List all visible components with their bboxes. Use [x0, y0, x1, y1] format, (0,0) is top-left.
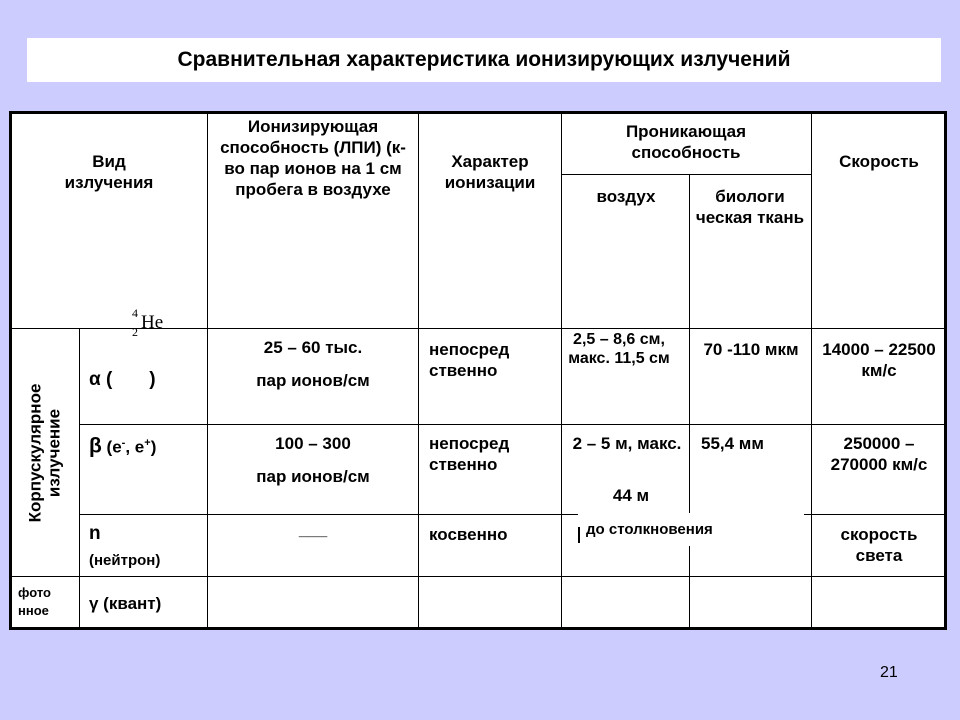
row-alpha-tissue: 70 -110 мкм	[703, 340, 799, 359]
row-beta-character: непосред ственно	[429, 434, 510, 474]
col-line-2	[418, 111, 419, 630]
row-line-2	[79, 514, 947, 515]
beta-symbol: β	[89, 434, 102, 458]
slide-number: 21	[880, 664, 898, 681]
overlay-edge-mark	[578, 527, 580, 543]
row-gamma-name: γ (квант)	[89, 594, 162, 613]
header-penetrating: Проникающая способность	[625, 122, 747, 162]
row-beta-ionizing-unit: пар ионов/см	[256, 467, 370, 486]
row-beta-air-max: 44 м	[612, 486, 650, 505]
header-ionizing: Ионизирующая способность (ЛПИ) (к-во пар ионов на 1 см пробега в воздухе	[220, 117, 406, 199]
beta-electron-charge: -	[121, 437, 126, 449]
header-subline	[561, 174, 811, 175]
row-beta-ionizing: 100 – 300	[275, 434, 351, 453]
table-border-bottom	[9, 627, 947, 630]
he-element: He	[141, 312, 164, 333]
beta-label-close: )	[150, 437, 157, 457]
header-character: Характер ионизации	[444, 152, 536, 192]
row-beta-name	[89, 433, 207, 458]
row-neutron-ionizing: ___	[298, 520, 328, 539]
row-alpha-name: α ( )	[89, 369, 156, 390]
col-line-3	[561, 111, 562, 630]
comparison-table	[9, 111, 947, 630]
header-tissue: биологи ческая ткань	[695, 187, 805, 227]
table-border-right	[944, 111, 947, 630]
row-beta-air: 2 – 5 м, макс.	[572, 434, 682, 453]
overlay-label: до столкновения	[586, 521, 713, 538]
row-beta-tissue: 55,4 мм	[701, 434, 764, 453]
beta-positron-charge: +	[144, 437, 151, 449]
row-beta-speed: 250000 – 270000 км/с	[830, 434, 928, 474]
header-speed: Скорость	[839, 152, 919, 171]
row-line-3	[9, 576, 947, 577]
col-line-5	[811, 111, 812, 630]
helium-symbol	[122, 306, 182, 342]
beta-label-open: (е	[101, 437, 122, 457]
row-neutron-character: косвенно	[429, 525, 508, 544]
row-neutron-subname: (нейтрон)	[89, 552, 161, 569]
row-alpha-character: непосред ственно	[429, 340, 510, 380]
table-border-top	[9, 111, 947, 114]
row-alpha-ionizing: 25 – 60 тыс.	[263, 338, 363, 357]
group-corpuscular	[9, 329, 79, 576]
col-line-4	[689, 174, 690, 630]
slide-title: Сравнительная характеристика ионизирующих излучений	[27, 38, 941, 82]
row-alpha-air: 2,5 – 8,6 см, макс. 11,5 см	[568, 331, 670, 367]
group-corpuscular-label: Корпускулярное излучение	[25, 383, 64, 522]
row-alpha-ionizing-unit: пар ионов/см	[256, 371, 370, 390]
header-air: воздух	[596, 187, 656, 206]
header-type: Вид излучения	[64, 152, 154, 192]
he-atomic-number: 2	[132, 325, 138, 339]
col-line-1	[207, 111, 208, 630]
col-line-group	[79, 328, 80, 630]
range-overlay-box	[578, 513, 804, 546]
row-neutron-speed: скорость света	[840, 525, 918, 565]
row-line-1	[79, 424, 947, 425]
beta-label-mid: , е	[125, 437, 145, 457]
group-photon: фото нное	[18, 585, 51, 618]
he-mass-number: 4	[132, 306, 138, 320]
row-alpha-speed: 14000 – 22500 км/с	[822, 340, 936, 380]
row-neutron-name: n	[89, 523, 101, 544]
